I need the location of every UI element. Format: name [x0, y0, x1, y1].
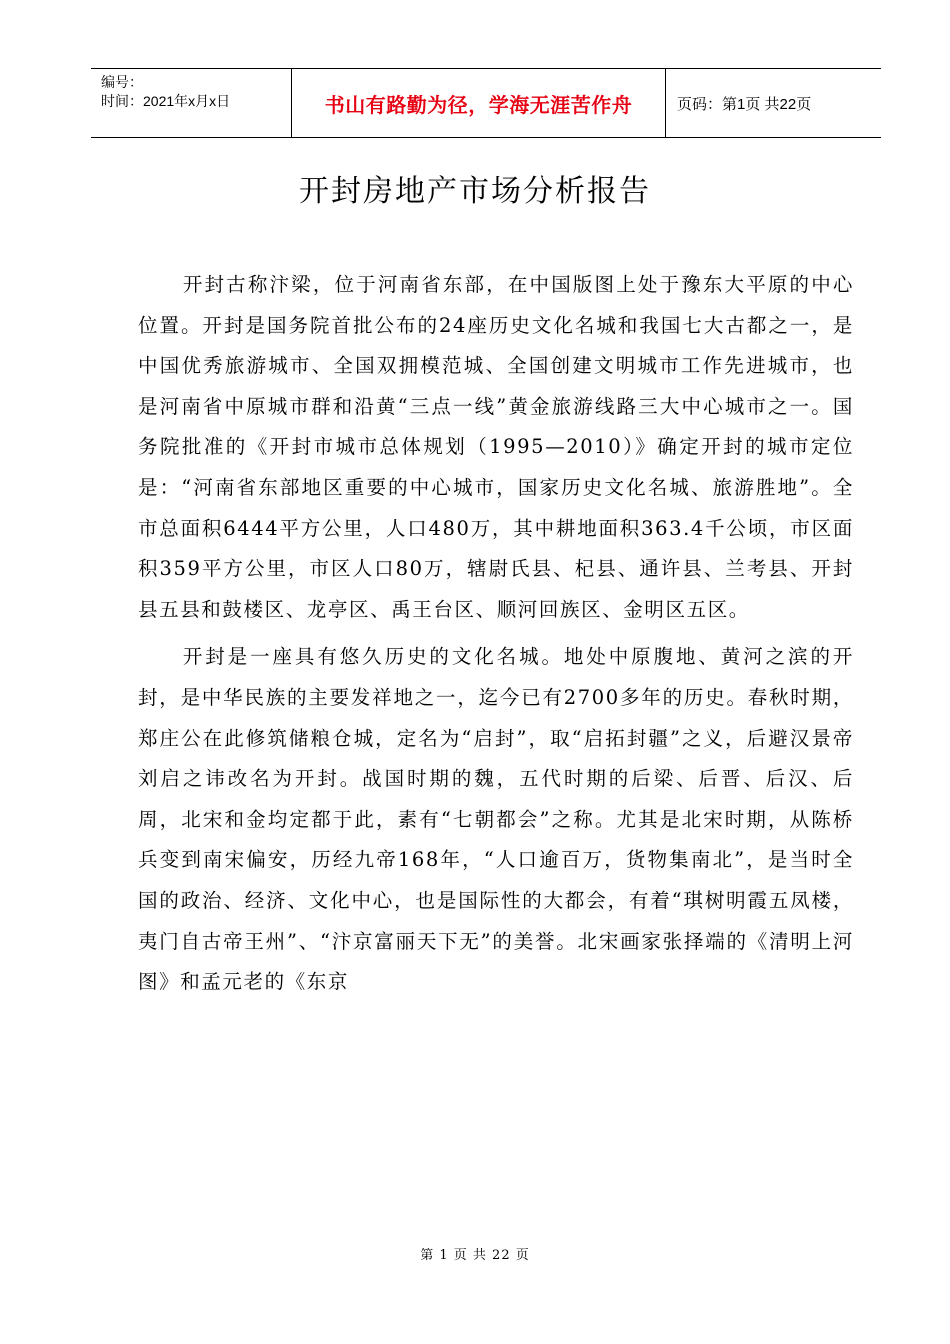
page-label: 页码：第1页 共22页: [677, 95, 812, 113]
number-label: 编号：: [101, 74, 143, 90]
paragraph: 开封是一座具有悠久历史的文化名城。地处中原腹地、黄河之滨的开封，是中华民族的主要发祥地之一，迄今已有2700多年的历史。春秋时期，郑庄公在此修筑储粮仓城，定名为“启封”，取“启拓封疆”之义，后避汉景帝刘启之讳改名为开封。战国时期的魏，五代时期的后梁、后晋、后汉、后周，北宋和金均定都于此，素有“七朝都会”之称。尤其是北宋时期，从陈桥兵变到南宋偏安，历经九帝168年，“人口逾百万，货物集南北”，是当时全国的政治、经济、文化中心，也是国际性的大都会，有着“琪树明霞五凤楼，夷门自古帝王州”、“汴京富丽天下无”的美誉。北宋画家张择端的《清明上河图》和孟元老的《东京: [138, 645, 854, 994]
paragraph: 开封古称汴梁，位于河南省东部，在中国版图上处于豫东大平原的中心位置。开封是国务院首批公布的24座历史文化名城和我国七大古都之一，是中国优秀旅游城市、全国双拥模范城、全国创建文明城市工作先进城市，也是河南省中原城市群和沿黄“三点一线”黄金旅游线路三大中心城市之一。国务院批准的《开封市城市总体规划（1995—2010）》确定开封的城市定位是：“河南省东部地区重要的中心城市，国家历史文化名城、旅游胜地”。全市总面积6444平方公里，人口480万，其中耕地面积363.4千公顷，市区面积359平方公里，市区人口80万，辖尉氏县、杞县、通许县、兰考县、开封县五县和鼓楼区、龙亭区、禹王台区、顺河回族区、金明区五区。: [138, 273, 854, 621]
motto-text: 书山有路勤为径，学海无涯苦作舟: [324, 92, 633, 117]
time-label: 时间：2021年x月x日: [101, 93, 231, 109]
page-footer: 第 1 页 共 22 页: [420, 1248, 530, 1263]
header-page-cell: [666, 69, 881, 137]
header-motto-cell: [292, 69, 666, 137]
document-title: 开封房地产市场分析报告: [299, 174, 651, 209]
header-meta-cell: [91, 69, 292, 137]
header-table: [91, 68, 881, 138]
document-body: [138, 265, 854, 1003]
